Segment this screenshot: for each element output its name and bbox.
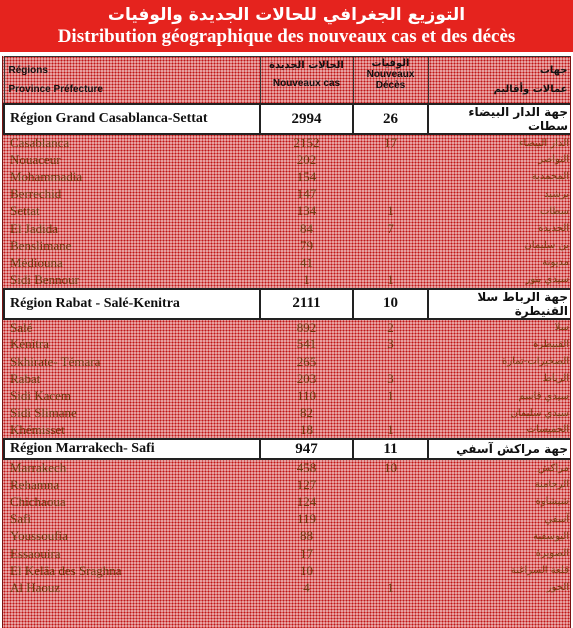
province-name: Settat — [10, 203, 40, 219]
header-new-cases — [260, 57, 353, 105]
table-row — [4, 511, 571, 528]
province-cases: 147 — [296, 186, 317, 202]
table-row — [4, 134, 571, 151]
province-name-ar: بن سليمان — [524, 240, 569, 252]
province-deaths — [353, 168, 428, 185]
table-row — [4, 562, 571, 579]
region-deaths: 10 — [353, 289, 428, 319]
province-cases: 110 — [296, 388, 317, 404]
region-deaths: 26 — [353, 104, 428, 134]
header-regions-ar-line1: جهات — [539, 65, 568, 76]
province-cases: 127 — [296, 476, 317, 492]
province-cases: 1 — [303, 271, 310, 287]
province-name-ar: القنيطرة — [533, 338, 569, 350]
province-name-ar: الخميسات — [526, 424, 569, 436]
province-name-ar: الرحامنة — [534, 479, 569, 491]
region-name-ar: جهة الرباط سلا القنيطرة — [428, 289, 571, 319]
province-deaths — [353, 254, 428, 271]
province-name: Marrakech — [10, 460, 67, 476]
province-deaths — [353, 545, 428, 562]
province-cases: 134 — [296, 203, 317, 219]
province-deaths: 2 — [387, 319, 394, 335]
table-row — [4, 545, 571, 562]
province-deaths: 3 — [387, 336, 394, 352]
province-cases: 265 — [296, 353, 317, 369]
province-name-ar: سيدي سليمان — [510, 407, 569, 419]
province-name: El Jadida — [10, 220, 59, 236]
province-deaths — [353, 237, 428, 254]
province-name: Médiouna — [10, 254, 63, 270]
province-name: Mohammadia — [10, 168, 83, 184]
province-deaths: 1 — [387, 271, 394, 287]
table-row — [4, 186, 571, 203]
province-name-ar: النواصر — [538, 154, 569, 166]
header-new-cases-ar: الحالات الجديدة — [269, 60, 344, 71]
table-row — [4, 405, 571, 422]
province-name-ar: شيشاوة — [535, 496, 569, 508]
province-deaths: 1 — [387, 388, 394, 404]
table-row — [4, 353, 571, 370]
province-deaths — [353, 511, 428, 528]
header-new-deaths — [353, 57, 428, 105]
province-name-ar: سيدي قاسم — [518, 390, 569, 402]
province-deaths: 1 — [387, 203, 394, 219]
province-name-ar: الصويرة — [535, 548, 569, 560]
province-name: Berrechid — [10, 186, 62, 202]
province-cases: 88 — [300, 528, 313, 544]
province-name: Sidi Slimane — [10, 405, 77, 421]
region-cases: 947 — [260, 439, 353, 459]
title-french: Distribution géographique des nouveaux cas et des décès — [57, 26, 516, 47]
province-name-ar: الصخيرات-تمارة — [502, 356, 569, 368]
header-regions-ar — [428, 57, 571, 105]
table-row — [4, 237, 571, 254]
province-cases: 82 — [300, 405, 313, 421]
table-row — [4, 168, 571, 185]
table-body — [4, 104, 571, 597]
province-name: El Kelâa des Sraghna — [10, 562, 122, 578]
province-deaths: 7 — [387, 220, 394, 236]
province-cases: 124 — [296, 493, 317, 509]
header-regions-ar-line2: عمالات وأقاليم — [493, 84, 568, 95]
province-deaths: 3 — [387, 370, 394, 386]
province-cases: 84 — [300, 220, 313, 236]
region-cases: 2111 — [260, 289, 353, 319]
province-name: Kénitra — [10, 336, 49, 352]
province-deaths: 10 — [384, 460, 397, 476]
province-cases: 2152 — [293, 135, 320, 151]
province-name-ar: الرباط — [542, 373, 569, 385]
header-new-deaths-ar: الوفيات — [371, 58, 410, 69]
province-name-ar: مديونة — [542, 257, 569, 269]
title-arabic: التوزيع الجغرافي للحالات الجديدة والوفيات — [107, 5, 466, 25]
province-name: Sidi Kacem — [10, 388, 72, 404]
province-deaths — [353, 353, 428, 370]
province-name-ar: اليوسفية — [533, 530, 569, 542]
province-name: Salé — [10, 319, 33, 335]
province-name-ar: الحوز — [546, 582, 569, 594]
province-cases: 892 — [296, 319, 317, 335]
region-cases: 2994 — [260, 104, 353, 134]
region-deaths: 11 — [353, 439, 428, 459]
province-deaths — [353, 151, 428, 168]
table-row — [4, 220, 571, 237]
header-province-label: Province Préfecture — [8, 84, 103, 95]
province-name-ar: سيدي بنور — [525, 274, 569, 286]
table-sheet — [2, 56, 571, 628]
table-row — [4, 476, 571, 493]
province-name-ar: مراكش — [537, 462, 569, 474]
province-deaths — [353, 562, 428, 579]
province-cases: 202 — [296, 151, 317, 167]
province-deaths — [353, 528, 428, 545]
header-new-cases-fr: Nouveaux cas — [272, 78, 341, 89]
province-deaths: 17 — [384, 135, 397, 151]
province-name: Essaouira — [10, 545, 61, 561]
province-name: Nouaceur — [10, 151, 61, 167]
province-name: Khémisset — [10, 421, 65, 437]
province-cases: 4 — [303, 579, 310, 595]
table-row — [4, 422, 571, 439]
region-name: Région Grand Casablanca-Settat — [4, 104, 260, 134]
province-deaths: 1 — [387, 579, 394, 595]
province-cases: 203 — [296, 370, 317, 386]
header-new-deaths-fr1: Nouveaux — [366, 69, 415, 80]
province-name: Al Haouz — [10, 579, 61, 595]
table-row — [4, 493, 571, 510]
province-name-ar: سطات — [539, 205, 569, 217]
distribution-table — [3, 56, 571, 597]
province-name: Benslimane — [10, 237, 72, 253]
province-cases: 41 — [300, 254, 313, 270]
table-row — [4, 370, 571, 387]
province-name: Skhirate- Témara — [10, 353, 101, 369]
table-row — [4, 319, 571, 336]
region-name-ar: جهة مراكش آسفي — [428, 439, 571, 459]
region-name: Région Marrakech- Safi — [4, 439, 260, 459]
province-cases: 154 — [296, 168, 317, 184]
province-cases: 541 — [296, 336, 317, 352]
province-deaths — [353, 476, 428, 493]
region-row — [4, 439, 571, 459]
region-name-ar: جهة الدار البيضاء سطات — [428, 104, 571, 134]
header-regions-label: Régions — [8, 65, 48, 76]
table-row — [4, 272, 571, 289]
table-row — [4, 387, 571, 404]
province-cases: 79 — [300, 237, 313, 253]
province-deaths — [353, 405, 428, 422]
province-deaths — [353, 186, 428, 203]
table-row — [4, 528, 571, 545]
province-name-ar: سلا — [554, 322, 569, 334]
table-header-row — [4, 57, 571, 105]
province-name-ar: قلعة السراغنة — [510, 565, 569, 577]
table-row — [4, 151, 571, 168]
province-name-ar: الجديدة — [538, 223, 569, 235]
region-row — [4, 104, 571, 134]
province-name: Rehamna — [10, 476, 60, 492]
province-name: Casablanca — [10, 135, 70, 151]
province-name: Chichaoua — [10, 493, 66, 509]
province-deaths — [353, 493, 428, 510]
header-new-deaths-fr2: Décès — [375, 80, 406, 91]
title-banner — [0, 0, 573, 52]
province-name: Sidi Bennour — [10, 271, 79, 287]
province-cases: 10 — [300, 562, 313, 578]
province-cases: 17 — [300, 545, 313, 561]
table-row — [4, 254, 571, 271]
region-row — [4, 289, 571, 319]
province-name-ar: المحمدية — [531, 171, 569, 183]
province-cases: 18 — [300, 421, 313, 437]
header-regions — [4, 57, 260, 105]
province-deaths: 1 — [387, 421, 394, 437]
province-name: Safi — [10, 511, 31, 527]
table-row — [4, 203, 571, 220]
province-name: Youssoufia — [10, 528, 68, 544]
table-row — [4, 336, 571, 353]
region-name: Région Rabat - Salé-Kenitra — [4, 289, 260, 319]
province-name: Rabat — [10, 370, 41, 386]
table-row — [4, 459, 571, 476]
province-cases: 458 — [296, 460, 317, 476]
province-cases: 119 — [296, 511, 317, 527]
province-name-ar: آسفي — [544, 513, 569, 525]
province-name-ar: برشيد — [544, 188, 569, 200]
province-name-ar: الدار البيضاء — [518, 137, 569, 149]
table-row — [4, 579, 571, 596]
